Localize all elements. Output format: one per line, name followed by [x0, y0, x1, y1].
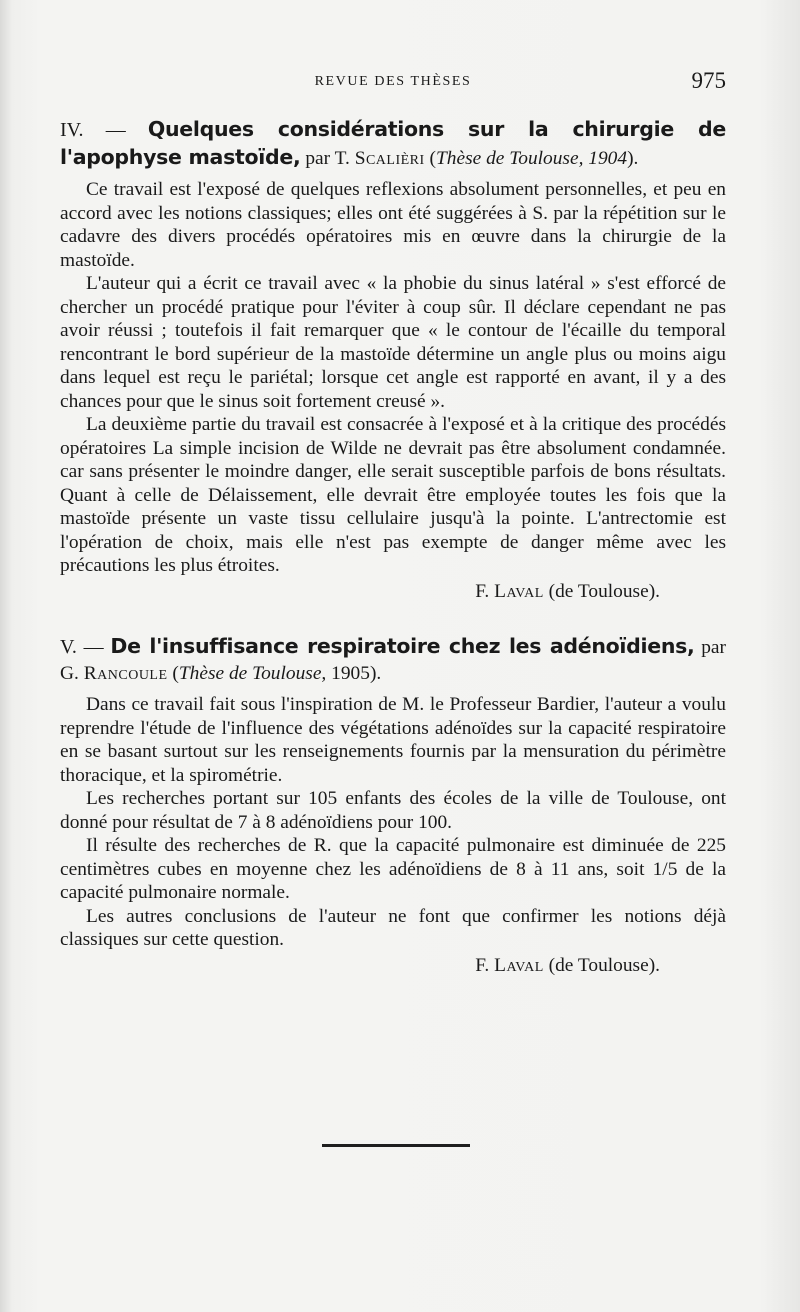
review-number: V. —: [60, 636, 104, 658]
author-prefix: par G.: [60, 637, 726, 684]
reviewer-signature: [60, 954, 726, 978]
source-close: ).: [369, 663, 382, 684]
source-citation: Thèse de Toulouse, 1904: [436, 148, 628, 169]
paragraph: L'auteur qui a écrit ce travail avec « la phobie du sinus latéral » s'est efforcé de chercher un procédé pratique pour l'éviter à coup sûr. Il déclare cependant ne pas avoir réussi ; toutefois il fait remarquer que « le contour de l'écaille du temporal rencontrant le bord supérieur de la mastoïde détermine un angle plus ou moins aigu dans lequel est reçu le pariétal; lorsque cet angle est rapporté en avant, il y a des chances pour que le sinus soit fortement creusé ».: [60, 273, 726, 412]
signature-name: Laval: [494, 580, 544, 602]
page-header: [60, 68, 726, 98]
paragraph: Les autres conclusions de l'auteur ne font que confirmer les notions déjà classiques sur cette question.: [60, 905, 726, 950]
paragraph: Dans ce travail fait sous l'inspiration de M. le Professeur Bardier, l'auteur a voulu reprendre l'étude de l'influence des végétations adénoïdes sur la capacité respiratoire en se basant surtout sur les renseignements fournis par la mensuration du périmètre thoracique, et la spirométrie.: [60, 694, 726, 786]
source-open: (: [172, 663, 179, 684]
review-heading: [60, 633, 726, 687]
signature-place: (de Toulouse).: [548, 580, 660, 602]
signature-name: Laval: [494, 954, 544, 976]
paragraph: Il résulte des recherches de R. que la capacité pulmonaire est diminuée de 225 centimètres cubes en moyenne chez les adénoïdiens de 8 à 11 ans, soit 1/5 de la capacité pulmonaire normale.: [60, 835, 726, 903]
review-section-iv: [60, 116, 726, 603]
review-title: De l'insuffisance respiratoire chez les adénoïdiens,: [110, 634, 695, 658]
paragraph: Les recherches portant sur 105 enfants des écoles de la ville de Toulouse, ont donné pour résultat de 7 à 8 adénoïdiens pour 100.: [60, 788, 726, 833]
review-heading: [60, 116, 726, 172]
page-content: [60, 116, 726, 977]
paragraph: Ce travail est l'exposé de quelques reflexions absolument personnelles, et peu en accord avec les notions classiques; elles ont été suggérées à S. par la répétition sur le cadavre des divers procédés opératoires mis en œuvre dans la chirurgie de la mastoïde.: [60, 179, 726, 271]
author-name: Scalièri: [354, 148, 425, 169]
section-gap: [60, 603, 726, 633]
author-prefix: par T.: [305, 148, 350, 169]
source-close: ).: [627, 148, 639, 169]
signature-initial: F.: [475, 954, 490, 976]
reviewer-signature: [60, 580, 726, 604]
author-name: Rancoule: [83, 663, 168, 684]
running-title: REVUE DES THÈSES: [314, 74, 472, 89]
signature-initial: F.: [475, 580, 490, 602]
paragraph: La deuxième partie du travail est consacrée à l'exposé et à la critique des procédés opératoires La simple incision de Wilde ne devrait pas être absolument condamnée. car sans présenter le moindre danger, elle serait susceptible parfois de bons résultats. Quant à celle de Délaissement, elle devrait être employée toutes les fois que la mastoïde présente un vaste tissu cellulaire jusqu'à la pointe. L'antrectomie est l'opération de choix, mais elle n'est pas exempte de danger même avec les précautions les plus étroites.: [60, 414, 726, 576]
review-title: Quelques considérations sur la chirurgie de l'apophyse mastoïde,: [60, 117, 726, 169]
review-section-v: [60, 633, 726, 977]
source-citation: Thèse de Toulouse,: [178, 663, 327, 684]
source-open: (: [429, 148, 437, 169]
signature-place: (de Toulouse).: [548, 954, 660, 976]
end-rule: [322, 1144, 470, 1147]
page-number: 975: [691, 68, 726, 93]
source-year: 1905: [331, 663, 370, 684]
review-number: IV. —: [60, 119, 126, 141]
